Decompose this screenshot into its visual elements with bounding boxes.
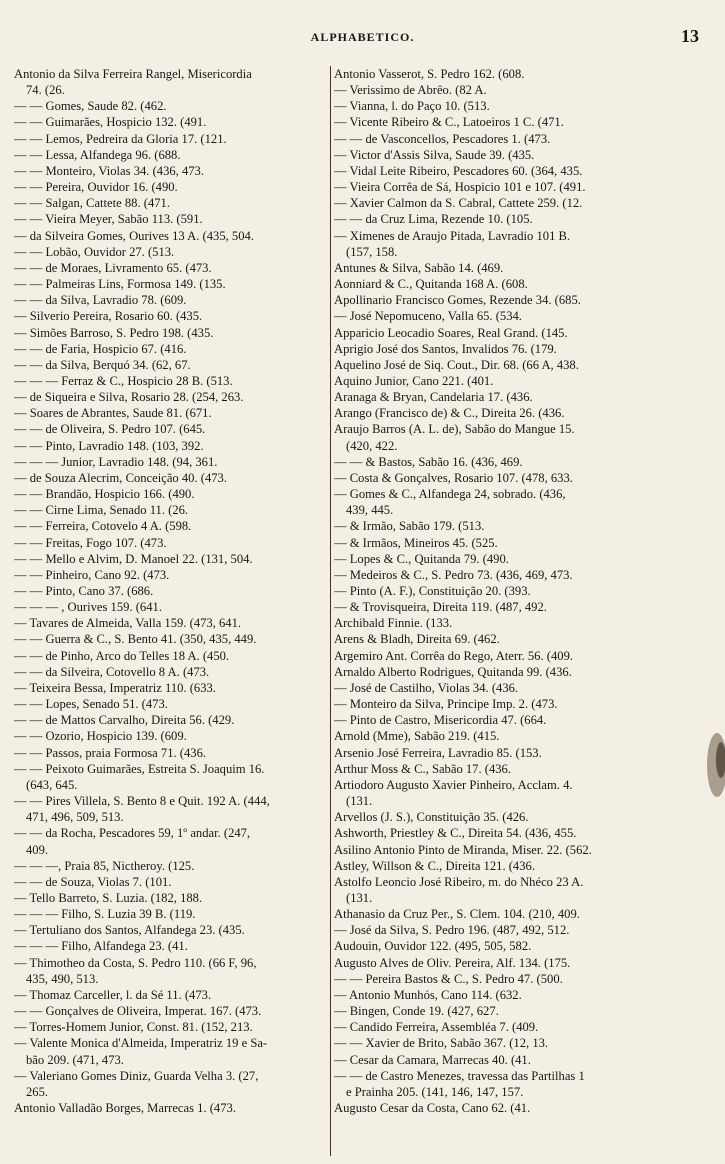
- directory-entry-line: — — — Ferraz & C., Hospicio 28 B. (513.: [14, 373, 233, 388]
- directory-entry-line: Aquelino José de Siq. Cout., Dir. 68. (66 A, 438.: [334, 357, 579, 372]
- directory-entry-line: — — Pinto, Lavradio 148. (103, 392.: [14, 438, 204, 453]
- directory-entry-line: — Soares de Abrantes, Saude 81. (671.: [14, 406, 212, 421]
- directory-entry-line: — Vieira Corrêa de Sá, Hospicio 101 e 107. (491.: [334, 180, 586, 195]
- directory-entry-line: Arango (Francisco de) & C., Direita 26. (436.: [334, 406, 565, 421]
- directory-entry-line: 409.: [26, 842, 49, 857]
- directory-entry-line: — José Nepomuceno, Valla 65. (534.: [334, 309, 522, 324]
- directory-entry-line: — — Ozorio, Hospicio 139. (609.: [14, 729, 187, 744]
- directory-entry-line: — — da Silva, Lavradio 78. (609.: [14, 293, 187, 308]
- directory-entry-line: — — de Moraes, Livramento 65. (473.: [14, 260, 212, 275]
- directory-entry-line: — Bingen, Conde 19. (427, 627.: [334, 1004, 499, 1019]
- directory-entry-line: Arthur Moss & C., Sabão 17. (436.: [334, 761, 512, 776]
- directory-entry-line: — — & Bastos, Sabão 16. (436, 469.: [334, 454, 523, 469]
- directory-entry-line: — da Silveira Gomes, Ourives 13 A. (435, 504.: [14, 228, 254, 243]
- directory-entry-line: — — Freitas, Fogo 107. (473.: [14, 535, 167, 550]
- directory-entry-line: Antonio da Silva Ferreira Rangel, Misericordia: [14, 67, 252, 81]
- directory-entry-line: — Valente Monica d'Almeida, Imperatriz 19 e Sa-: [14, 1036, 268, 1051]
- directory-entry-line: — Candido Ferreira, Assembléa 7. (409.: [334, 1020, 539, 1035]
- directory-entry-line: — — Passos, praia Formosa 71. (436.: [14, 745, 207, 760]
- directory-entry-line: Antonio Valladão Borges, Marrecas 1. (473.: [14, 1101, 236, 1115]
- directory-entry-line: — — de Oliveira, S. Pedro 107. (645.: [14, 422, 206, 437]
- directory-entry-line: Aquino Junior, Cano 221. (401.: [334, 373, 494, 388]
- directory-entry-line: Apollinario Francisco Gomes, Rezende 34. (685.: [334, 293, 581, 308]
- directory-entry-line: — — da Silveira, Cotovello 8 A. (473.: [14, 664, 210, 679]
- directory-entry-line: (420, 422.: [346, 438, 398, 453]
- directory-entry-line: Arens & Bladh, Direita 69. (462.: [334, 632, 500, 647]
- directory-entry-line: — — Vieira Meyer, Sabão 113. (591.: [14, 212, 203, 227]
- directory-entry-line: — Torres-Homem Junior, Const. 81. (152, 213.: [14, 1020, 253, 1035]
- directory-entry-line: Augusto Cesar da Costa, Cano 62. (41.: [334, 1101, 531, 1115]
- directory-entry-line: — — de Vasconcellos, Pescadores 1. (473.: [334, 131, 551, 146]
- directory-entry-line: — Vianna, l. do Paço 10. (513.: [334, 99, 490, 114]
- directory-entry-line: — & Irmão, Sabão 179. (513.: [334, 519, 485, 534]
- directory-entry-line: — Vidal Leite Ribeiro, Pescadores 60. (364, 435.: [334, 163, 583, 178]
- directory-entry-line: — — de Faria, Hospicio 67. (416.: [14, 341, 187, 356]
- directory-entry-line: — — Mello e Alvim, D. Manoel 22. (131, 504.: [14, 551, 253, 566]
- directory-entry-line: — — Pires Villela, S. Bento 8 e Quit. 192 A. (444,: [14, 794, 270, 809]
- directory-entry-line: — Tello Barreto, S. Luzia. (182, 188.: [14, 890, 203, 905]
- directory-entry-line: — Tavares de Almeida, Valla 159. (473, 641.: [14, 616, 242, 631]
- directory-entry-line: — Thomaz Carceller, l. da Sé 11. (473.: [14, 987, 212, 1002]
- directory-entry-line: — Valeriano Gomes Diniz, Guarda Velha 3. (27,: [14, 1068, 259, 1083]
- directory-entry-line: Ashworth, Priestley & C., Direita 54. (436, 455.: [334, 826, 577, 841]
- directory-entry-line: Astolfo Leoncio José Ribeiro, m. do Nhéco 23 A.: [334, 874, 584, 889]
- directory-entry-line: Aonniard & C., Quitanda 168 A. (608.: [334, 277, 528, 292]
- directory-entry-line: — Cesar da Camara, Marrecas 40. (41.: [334, 1052, 531, 1067]
- directory-entry-line: Astley, Willson & C., Direita 121. (436.: [334, 858, 535, 873]
- directory-entry-line: — — — Junior, Lavradio 148. (94, 361.: [14, 454, 218, 469]
- column-divider: [330, 66, 331, 1156]
- directory-entry-line: — — Palmeiras Lins, Formosa 149. (135.: [14, 277, 226, 292]
- directory-entry-line: — — Lessa, Alfandega 96. (688.: [14, 147, 181, 162]
- directory-entry-line: Antonio Vasserot, S. Pedro 162. (608.: [334, 67, 525, 81]
- directory-entry-line: Arnaldo Alberto Rodrigues, Quitanda 99. (436.: [334, 664, 572, 679]
- directory-entry-line: 471, 496, 509, 513.: [26, 810, 124, 825]
- directory-entry-line: Augusto Alves de Oliv. Pereira, Alf. 134. (175.: [334, 955, 571, 970]
- directory-entry-line: — Simões Barroso, S. Pedro 198. (435.: [14, 325, 214, 340]
- directory-entry-line: — & Trovisqueira, Direita 119. (487, 492.: [334, 600, 547, 615]
- directory-entry-line: (157, 158.: [346, 244, 398, 259]
- directory-entry-line: — — Brandão, Hospicio 166. (490.: [14, 487, 195, 502]
- directory-entry-line: — — da Silva, Berquó 34. (62, 67.: [14, 357, 191, 372]
- directory-entry-line: Arnold (Mme), Sabão 219. (415.: [334, 729, 500, 744]
- directory-entry-line: (643, 645.: [26, 777, 78, 792]
- directory-entry-line: — Silverio Pereira, Rosario 60. (435.: [14, 309, 203, 324]
- directory-entry-line: Audouin, Ouvidor 122. (495, 505, 582.: [334, 939, 532, 954]
- directory-entry-line: — Thimotheo da Costa, S. Pedro 110. (66 F, 96,: [14, 955, 257, 970]
- directory-entry-line: — — Gomes, Saude 82. (462.: [14, 99, 167, 114]
- directory-entry-line: — — Ferreira, Cotovelo 4 A. (598.: [14, 519, 192, 534]
- directory-entry-line: — — da Rocha, Pescadores 59, 1º andar. (247,: [14, 826, 251, 841]
- directory-entry-line: — — Gonçalves de Oliveira, Imperat. 167. (473.: [14, 1004, 262, 1019]
- directory-entry-line: — — Pereira Bastos & C., S. Pedro 47. (500.: [334, 971, 563, 986]
- directory-entry-line: — — de Mattos Carvalho, Direita 56. (429.: [14, 713, 235, 728]
- directory-entry-line: — Ximenes de Araujo Pitada, Lavradio 101 B.: [334, 228, 571, 243]
- directory-entry-line: — — Monteiro, Violas 34. (436, 473.: [14, 163, 205, 178]
- directory-entry-line: — — Lopes, Senado 51. (473.: [14, 697, 168, 712]
- directory-entry-line: — — Salgan, Cattete 88. (471.: [14, 196, 170, 211]
- directory-entry-line: 439, 445.: [346, 503, 394, 518]
- directory-entry-line: — — — Filho, S. Luzia 39 B. (119.: [14, 907, 196, 922]
- directory-entry-line: — Teixeira Bessa, Imperatriz 110. (633.: [14, 680, 216, 695]
- page-edge-stain: [697, 720, 725, 810]
- directory-entry-line: Aprigio José dos Santos, Invalidos 76. (179.: [334, 341, 557, 356]
- directory-entry-line: — Tertuliano dos Santos, Alfandega 23. (435.: [14, 923, 245, 938]
- directory-entry-line: Asilino Antonio Pinto de Miranda, Miser. 22. (562.: [334, 842, 592, 857]
- directory-entry-line: — Lopes & C., Quitanda 79. (490.: [334, 551, 509, 566]
- directory-entry-line: — — de Souza, Violas 7. (101.: [14, 874, 172, 889]
- directory-entry-line: — — Lobão, Ouvidor 27. (513.: [14, 244, 175, 259]
- directory-entry-line: — Verissimo de Abrêo. (82 A.: [334, 83, 487, 98]
- directory-entry-line: 435, 490, 513.: [26, 971, 99, 986]
- directory-entry-line: — Pinto (A. F.), Constituição 20. (393.: [334, 584, 531, 598]
- directory-entry-line: — & Irmãos, Mineiros 45. (525.: [334, 535, 498, 550]
- directory-entry-line: — — Pereira, Ouvidor 16. (490.: [14, 180, 178, 195]
- directory-entry-line: Artiodoro Augusto Xavier Pinheiro, Acclam. 4.: [334, 777, 573, 792]
- directory-entry-line: — Victor d'Assis Silva, Saude 39. (435.: [334, 147, 535, 162]
- directory-entry-line: — Monteiro da Silva, Principe Imp. 2. (473.: [334, 697, 558, 712]
- directory-entry-line: — José da Silva, S. Pedro 196. (487, 492, 512.: [334, 923, 570, 938]
- directory-entry-line: — Xavier Calmon da S. Cabral, Cattete 259. (12.: [334, 196, 583, 211]
- page-header: [0, 26, 725, 60]
- directory-entry-line: (131.: [346, 794, 373, 809]
- directory-entry-line: — Costa & Gonçalves, Rosario 107. (478, 633.: [334, 470, 573, 485]
- directory-entry-line: — — Peixoto Guimarães, Estreita S. Joaquim 16.: [14, 761, 265, 776]
- page-title: ALPHABETICO.: [310, 30, 415, 44]
- left-column: [14, 66, 330, 1116]
- directory-entry-line: — — Pinto, Cano 37. (686.: [14, 584, 154, 598]
- directory-entry-line: Araujo Barros (A. L. de), Sabão do Mangue 15.: [334, 422, 575, 437]
- directory-entry-line: Arvellos (J. S.), Constituição 35. (426.: [334, 810, 529, 825]
- directory-entry-line: Arsenio José Ferreira, Lavradio 85. (153.: [334, 745, 542, 760]
- directory-entry-line: — Gomes & C., Alfandega 24, sobrado. (436,: [334, 487, 566, 502]
- directory-entry-line: — de Siqueira e Silva, Rosario 28. (254, 263.: [14, 390, 244, 405]
- directory-entry-line: e Prainha 205. (141, 146, 147, 157.: [346, 1084, 524, 1099]
- directory-entry-line: — — Xavier de Brito, Sabão 367. (12, 13.: [334, 1036, 549, 1051]
- right-column: [334, 66, 714, 1116]
- directory-entry-line: — — — , Ourives 159. (641.: [14, 600, 162, 615]
- directory-entry-line: (131.: [346, 890, 373, 905]
- directory-entry-line: — — Pinheiro, Cano 92. (473.: [14, 567, 170, 582]
- directory-entry-line: — Pinto de Castro, Misericordia 47. (664.: [334, 713, 547, 728]
- directory-entry-line: — José de Castilho, Violas 34. (436.: [334, 680, 519, 695]
- directory-entry-line: — Antonio Munhós, Cano 114. (632.: [334, 987, 522, 1002]
- directory-entry-line: Argemiro Ant. Corrêa do Rego, Aterr. 56. (409.: [334, 648, 574, 663]
- directory-entry-line: — Vicente Ribeiro & C., Latoeiros 1 C. (471.: [334, 115, 564, 130]
- directory-entry-line: Athanasio da Cruz Per., S. Clem. 104. (210, 409.: [334, 907, 580, 922]
- directory-entry-line: — Medeiros & C., S. Pedro 73. (436, 469, 473.: [334, 567, 573, 582]
- directory-entry-line: — de Souza Alecrim, Conceição 40. (473.: [14, 470, 227, 485]
- directory-entry-line: — — Guimarães, Hospicio 132. (491.: [14, 115, 207, 130]
- directory-entry-line: — — de Pinho, Arco do Telles 18 A. (450.: [14, 648, 230, 663]
- directory-entry-line: Antunes & Silva, Sabão 14. (469.: [334, 260, 504, 275]
- directory-entry-line: — — da Cruz Lima, Rezende 10. (105.: [334, 212, 533, 227]
- directory-entry-line: Aranaga & Bryan, Candelaria 17. (436.: [334, 390, 533, 405]
- directory-entry-line: — — Cirne Lima, Senado 11. (26.: [14, 503, 189, 518]
- directory-entry-line: — — —, Praia 85, Nictheroy. (125.: [14, 858, 195, 873]
- directory-entry-line: — — — Filho, Alfandega 23. (41.: [14, 939, 188, 954]
- directory-entry-line: — — Lemos, Pedreira da Gloria 17. (121.: [14, 131, 227, 146]
- directory-entry-line: bão 209. (471, 473.: [26, 1052, 124, 1067]
- directory-entry-line: Apparicio Leocadio Soares, Real Grand. (145.: [334, 325, 568, 340]
- directory-entry-line: 265.: [26, 1084, 49, 1099]
- page-number: 13: [681, 26, 699, 46]
- directory-entry-line: 74. (26.: [26, 83, 65, 98]
- directory-entry-line: — — de Castro Menezes, travessa das Partilhas 1: [334, 1068, 585, 1083]
- directory-entry-line: — — Guerra & C., S. Bento 41. (350, 435, 449.: [14, 632, 257, 647]
- directory-entry-line: Archibald Finnie. (133.: [334, 616, 453, 631]
